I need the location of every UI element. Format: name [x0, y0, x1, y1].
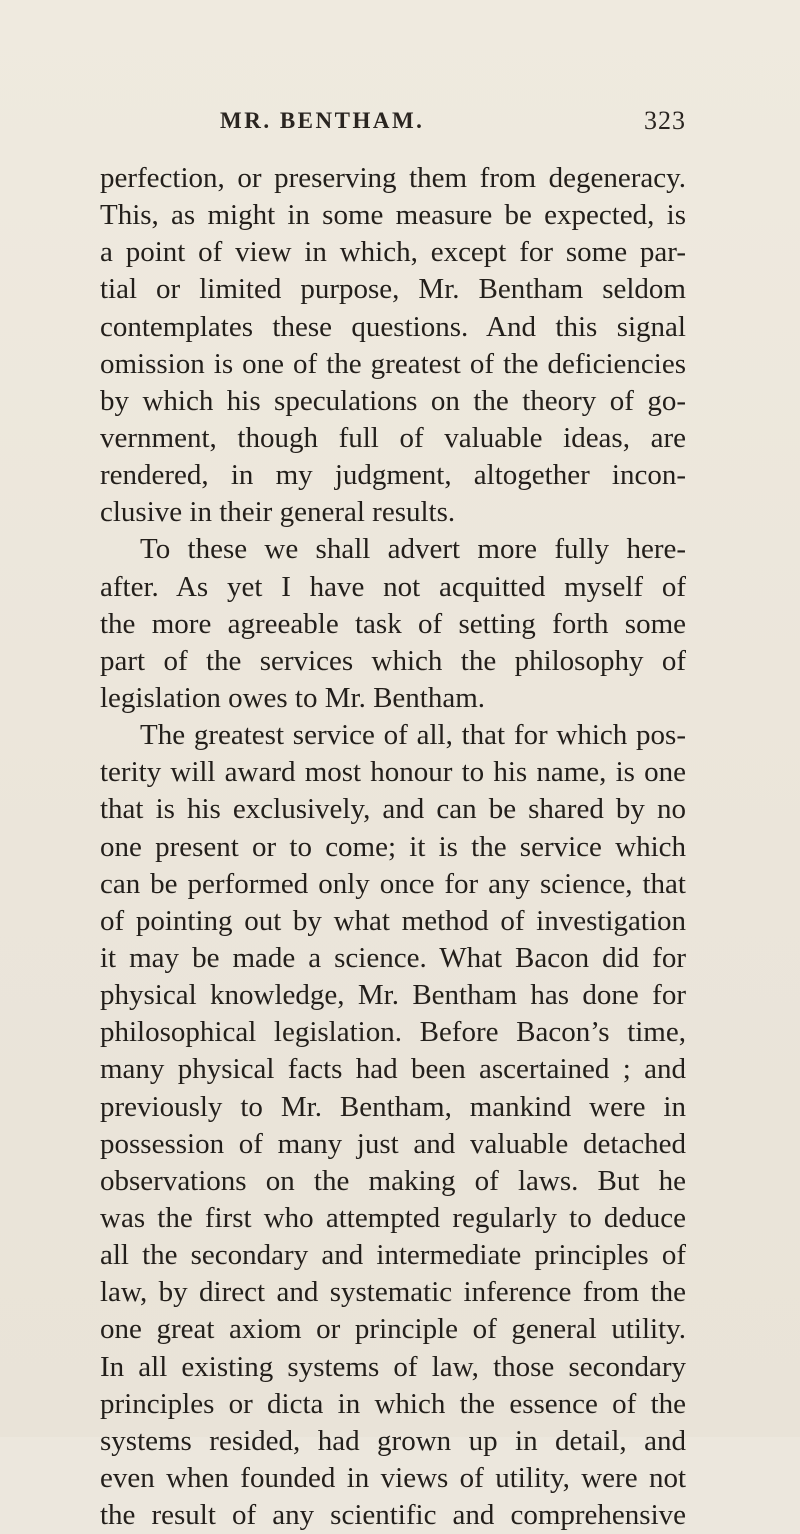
text-line: the result of any scientific and comprehensive [100, 1499, 686, 1532]
text-line: This, as might in some measure be expected, is [100, 199, 686, 232]
text-line: physical knowledge, Mr. Bentham has done for [100, 979, 686, 1012]
text-line: principles or dicta in which the essence of the [100, 1387, 686, 1420]
text-line: that is his exclusively, and can be shared by no [100, 793, 686, 826]
text-line: To these we shall advert more fully here- [140, 533, 686, 566]
text-line: possession of many just and valuable detached [100, 1127, 686, 1160]
text-line: philosophical legislation. Before Bacon’s time, [100, 1016, 686, 1049]
text-line: it may be made a science. What Bacon did for [100, 941, 686, 974]
text-line: vernment, though full of valuable ideas, are [100, 421, 686, 454]
page-header [220, 108, 686, 142]
text-line: law, by direct and systematic inference from the [100, 1276, 686, 1309]
text-line: one great axiom or principle of general utility. [100, 1313, 686, 1346]
text-line: systems resided, had grown up in detail, and [100, 1424, 686, 1457]
text-line: all the secondary and intermediate principles of [100, 1239, 686, 1272]
text-line: part of the services which the philosophy of [100, 644, 686, 677]
text-line: of pointing out by what method of investigation [100, 904, 686, 937]
text-line: after. As yet I have not acquitted myself of [100, 570, 686, 603]
text-line: contemplates these questions. And this signal [100, 310, 686, 343]
text-line: was the first who attempted regularly to deduce [100, 1201, 686, 1234]
text-line: legislation owes to Mr. Bentham. [100, 681, 486, 714]
text-line: The greatest service of all, that for which pos- [140, 719, 686, 752]
text-line: can be performed only once for any science, that [100, 867, 686, 900]
text-line: a point of view in which, except for some par- [100, 236, 686, 269]
text-line: omission is one of the greatest of the deficiencies [100, 347, 686, 380]
text-line: rendered, in my judgment, altogether incon- [100, 459, 686, 492]
text-line: one present or to come; it is the service which [100, 830, 686, 863]
text-line: previously to Mr. Bentham, mankind were in [100, 1090, 686, 1123]
text-line: even when founded in views of utility, were not [100, 1461, 686, 1494]
text-line: perfection, or preserving them from degeneracy. [100, 162, 686, 194]
text-line: clusive in their general results. [100, 496, 456, 529]
text-line: many physical facts had been ascertained ; and [100, 1053, 686, 1086]
text-line: tial or limited purpose, Mr. Bentham seldom [100, 273, 686, 306]
text-line: terity will award most honour to his name, is one [100, 756, 686, 789]
body-text [100, 160, 686, 1534]
text-line: by which his speculations on the theory of go- [100, 384, 686, 417]
text-line: the more agreeable task of setting forth some [100, 607, 686, 640]
running-head: MR. BENTHAM. [220, 108, 425, 133]
text-line: In all existing systems of law, those secondary [100, 1350, 686, 1383]
text-line: observations on the making of laws. But he [100, 1164, 686, 1197]
page-number: 323 [644, 106, 686, 135]
